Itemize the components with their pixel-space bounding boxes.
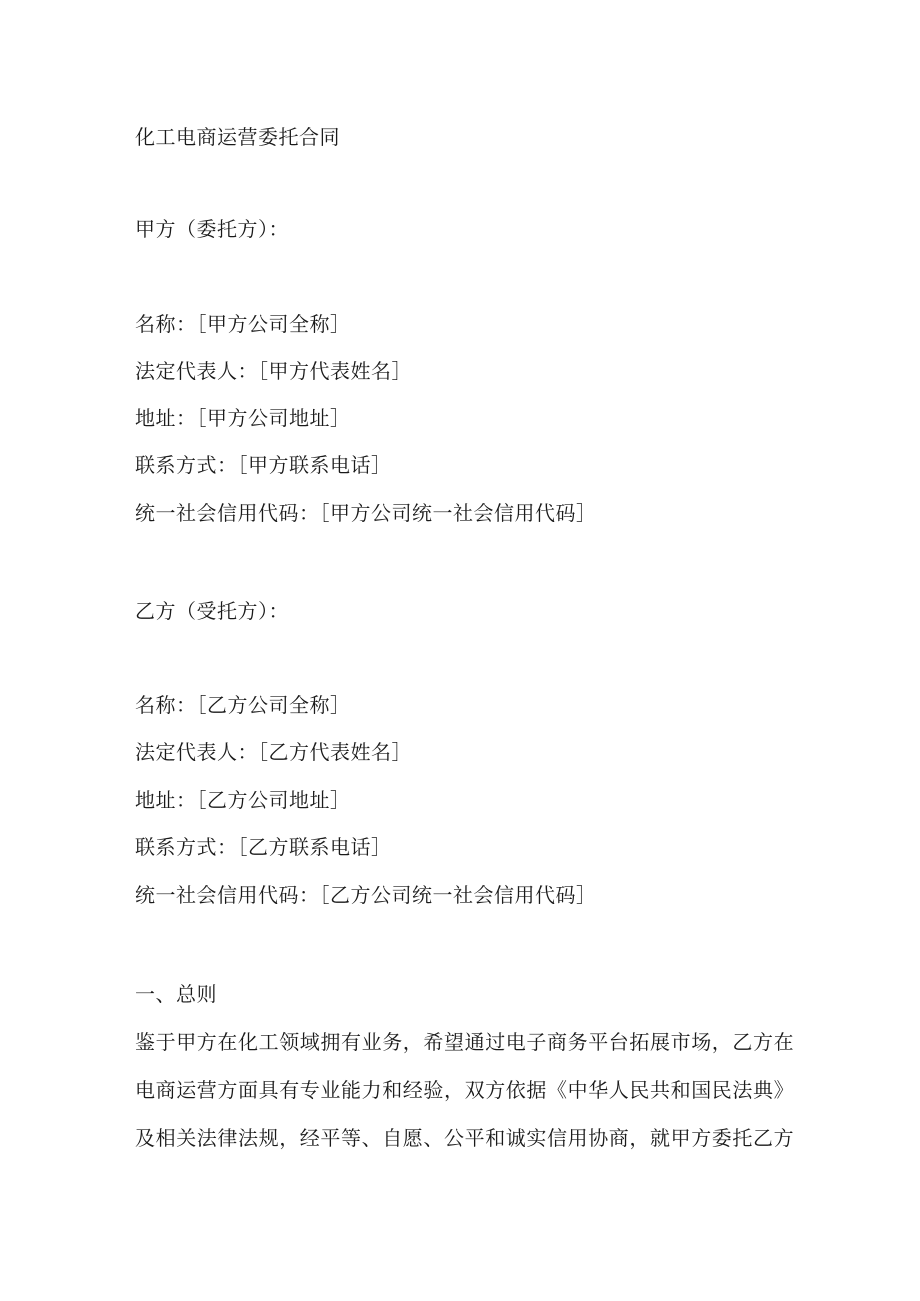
party-a-heading: 甲方（委托方）：	[135, 217, 289, 241]
party-b-address: 地址：［乙方公司地址］	[135, 788, 351, 812]
party-b-heading: 乙方（受托方）：	[135, 599, 289, 623]
party-b-name: 名称：［乙方公司全称］	[135, 693, 351, 717]
section-1-line: 电商运营方面具有专业能力和经验，双方依据《中华人民共和国民法典》	[135, 1078, 795, 1102]
section-1-heading: 一、总则	[135, 982, 217, 1006]
party-b-legal-rep: 法定代表人：［乙方代表姓名］	[135, 740, 412, 764]
party-a-credit-code: 统一社会信用代码：［甲方公司统一社会信用代码］	[135, 501, 597, 525]
party-a-contact: 联系方式：［甲方联系电话］	[135, 453, 392, 477]
party-b-contact: 联系方式：［乙方联系电话］	[135, 835, 392, 859]
section-1-line: 及相关法律法规，经平等、自愿、公平和诚实信用协商，就甲方委托乙方	[135, 1126, 795, 1150]
document-title: 化工电商运营委托合同	[135, 125, 340, 149]
party-a-name: 名称：［甲方公司全称］	[135, 312, 351, 336]
section-1-line: 鉴于甲方在化工领域拥有业务，希望通过电子商务平台拓展市场，乙方在	[135, 1030, 795, 1054]
party-a-legal-rep: 法定代表人：［甲方代表姓名］	[135, 359, 412, 383]
party-b-credit-code: 统一社会信用代码：［乙方公司统一社会信用代码］	[135, 883, 597, 907]
party-a-address: 地址：［甲方公司地址］	[135, 406, 351, 430]
